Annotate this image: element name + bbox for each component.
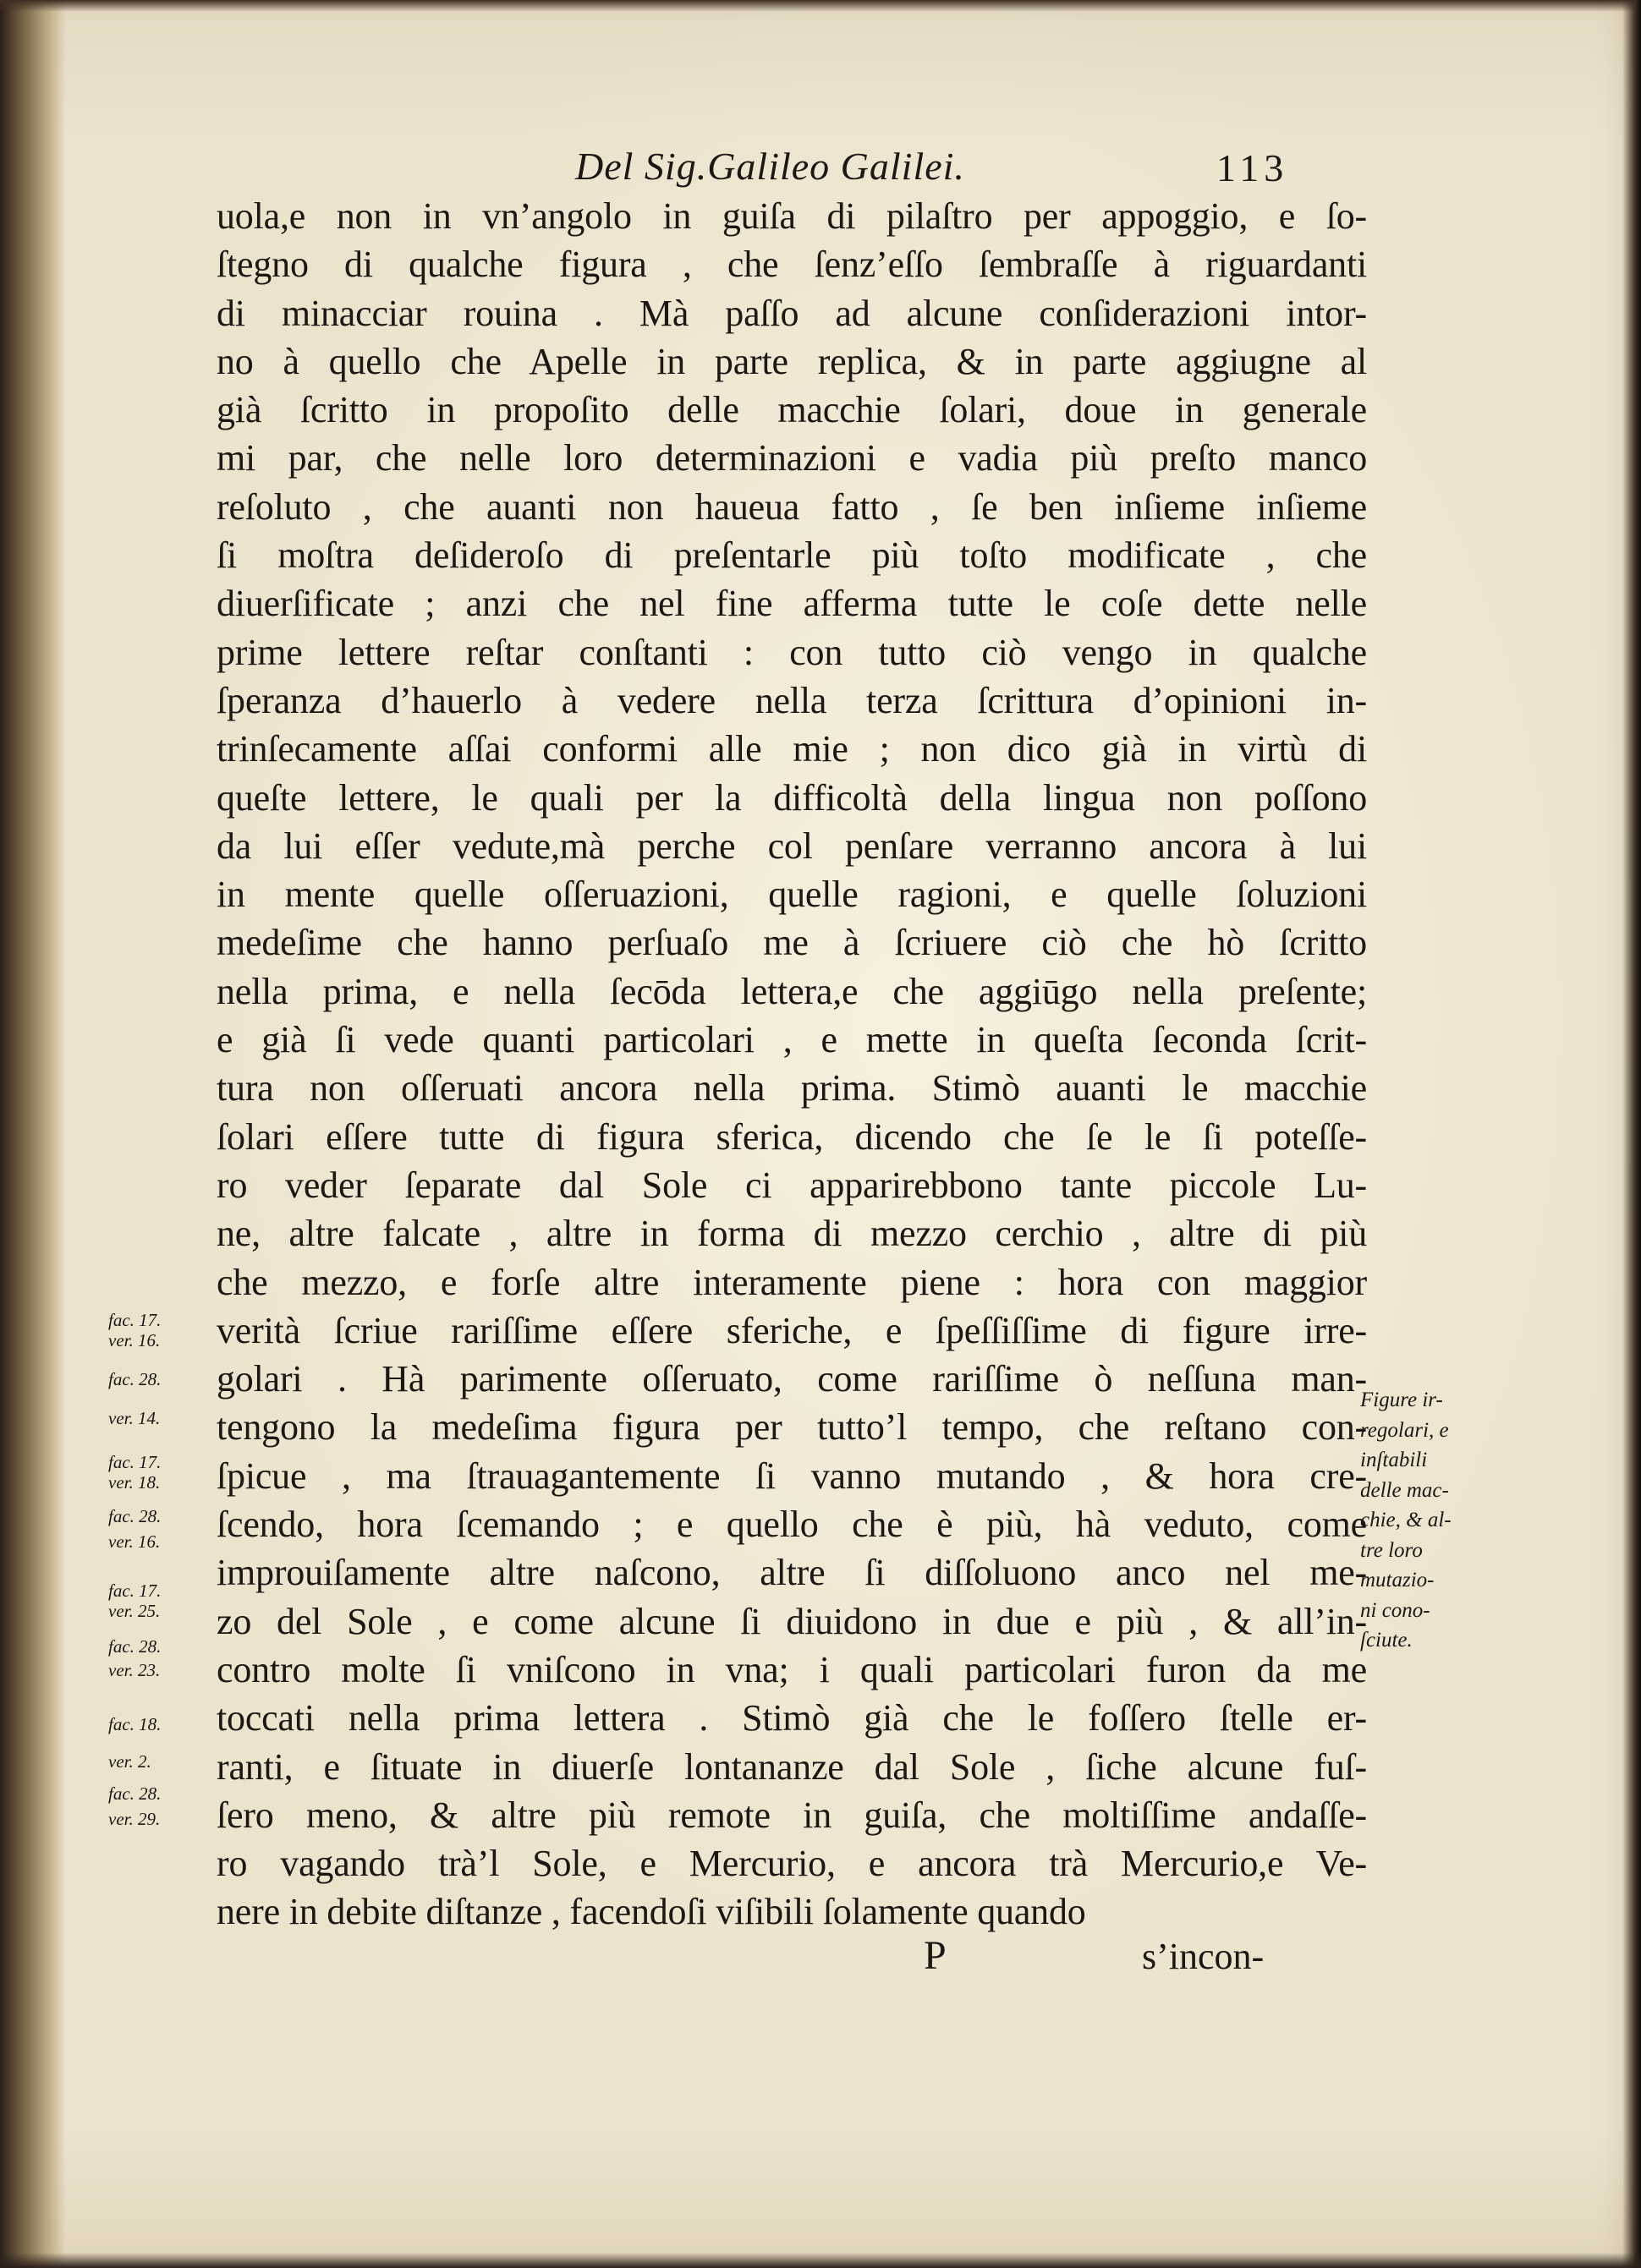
margin-note-line: tre loro — [1360, 1538, 1423, 1562]
text-line: diuerſificate ; anzi che nel fine afferma tutte le coſe dette nelle — [217, 583, 1367, 625]
margin-ref: ver. 25. — [108, 1601, 161, 1621]
margin-ref: fac. 28. — [108, 1506, 162, 1526]
text-line: nere in debite diſtanze , facendoſi viſibili ſolamente quando — [217, 1891, 1086, 1933]
margin-ref: ver. 29. — [108, 1809, 161, 1829]
margin-ref: fac. 28. — [108, 1636, 162, 1657]
text-line: no à quello che Apelle in parte replica, & in parte aggiugne al — [217, 340, 1367, 382]
margin-note-line: Figure ir- — [1360, 1389, 1443, 1411]
text-line: nella prima, e nella ſecōda lettera,e che aggiūgo nella preſente; — [217, 970, 1367, 1012]
text-line: da lui eſſer vedute,mà perche col penſare verranno ancora à lui — [217, 824, 1367, 867]
text-line: trinſecamente aſſai conformi alle mie ; non dico già in virtù di — [217, 728, 1367, 770]
margin-note-line: mutazio- — [1360, 1569, 1435, 1591]
margin-ref: ver. 14. — [108, 1408, 161, 1428]
text-line: prime lettere reſtar conſtanti : con tutto ciò vengo in qualche — [217, 631, 1367, 673]
margin-ref: ver. 16. — [108, 1330, 161, 1350]
text-line: ro veder ſeparate dal Sole ci apparirebbono tante piccole Lu- — [217, 1164, 1367, 1206]
text-line: zo del Sole , e come alcune ſi diuidono in due e più , & all’in- — [217, 1600, 1367, 1642]
right-margin-note — [1360, 1385, 1487, 1656]
margin-note-line: delle mac- — [1360, 1478, 1449, 1502]
text-line: reſoluto , che auanti non haueua fatto , ſe ben inſieme inſieme — [217, 485, 1367, 528]
margin-ref: fac. 28. — [108, 1783, 162, 1804]
margin-ref: fac. 17. — [108, 1580, 162, 1601]
text-line: ſi moſtra deſideroſo di preſentarle più toſto modificate , che — [217, 534, 1367, 577]
text-line: uola,e non in vn’angolo in guiſa di pilaſtro per appoggio, e ſo- — [217, 195, 1367, 237]
text-line: improuiſamente altre naſcono, altre ſi diſſoluono anco nel me- — [217, 1552, 1367, 1594]
text-line: toccati nella prima lettera . Stimò già che le foſſero ſtelle er- — [217, 1697, 1367, 1739]
margin-note-line: inſtabili — [1360, 1449, 1428, 1471]
margin-ref: fac. 17. — [108, 1310, 162, 1330]
text-line: in mente quelle oſſeruazioni, quelle ragioni, e quelle ſoluzioni — [217, 874, 1367, 916]
text-line: golari . Hà parimente oſſeruato, come rariſſime ò neſſuna man- — [217, 1358, 1367, 1400]
text-line: di minacciar rouina . Mà paſſo ad alcune conſiderazioni intor- — [217, 292, 1367, 334]
text-line: contro molte ſi vniſcono in vna; i quali particolari furon da me — [217, 1648, 1367, 1690]
page-right-edge — [1622, 0, 1641, 2268]
margin-ref: fac. 18. — [108, 1714, 162, 1734]
margin-ref: ver. 16. — [108, 1531, 161, 1552]
catchword: s’incon- — [1142, 1936, 1265, 1977]
body-text — [217, 192, 1367, 1937]
running-head: Del Sig.Galileo Galilei. — [575, 145, 965, 188]
text-line: ro vagando trà’l Sole, e Mercurio, e ancora trà Mercurio,e Ve- — [217, 1843, 1367, 1885]
margin-ref: ver. 18. — [108, 1472, 161, 1493]
text-line: tengono la medeſima figura per tutto’l tempo, che reſtano con- — [217, 1406, 1367, 1449]
margin-note-line: ſciute. — [1360, 1629, 1413, 1652]
text-line: che mezzo, e forſe altre interamente piene : hora con maggior — [217, 1261, 1367, 1303]
page-number: 113 — [1216, 146, 1289, 189]
text-line: già ſcritto in propoſito delle macchie ſolari, doue in generale — [217, 389, 1367, 431]
margin-ref: fac. 28. — [108, 1369, 162, 1389]
text-line: ſolari eſſere tutte di figura sferica, dicendo che ſe le ſi poteſſe- — [217, 1115, 1367, 1158]
page-top-edge — [0, 0, 1641, 12]
text-line: queſte lettere, le quali per la difficoltà della lingua non poſſono — [217, 776, 1367, 819]
page-bottom-edge — [0, 2253, 1641, 2268]
margin-note-line: ni cono- — [1360, 1598, 1430, 1622]
margin-note-line: chie, & al- — [1360, 1509, 1452, 1531]
text-line: ranti, e ſituate in diuerſe lontananze dal Sole , ſiche alcune fuſ- — [217, 1745, 1367, 1788]
margin-ref: ver. 2. — [108, 1751, 151, 1772]
text-line: tura non oſſeruati ancora nella prima. Stimò auanti le macchie — [217, 1067, 1367, 1109]
text-line: medeſime che hanno perſuaſo me à ſcriuere ciò che hò ſcritto — [217, 922, 1367, 964]
text-line: mi par, che nelle loro determinazioni e vadia più preſto manco — [217, 437, 1367, 479]
text-line: ſperanza d’hauerlo à vedere nella terza ſcrittura d’opinioni in- — [217, 679, 1367, 721]
margin-ref: fac. 17. — [108, 1452, 162, 1472]
margin-ref: ver. 23. — [108, 1660, 161, 1680]
text-line: verità ſcriue rariſſime eſſere sferiche, e ſpeſſiſſime di figure irre- — [217, 1309, 1367, 1351]
text-line: ſpicue , ma ſtrauagantemente ſi vanno mutando , & hora cre- — [217, 1454, 1367, 1497]
text-line: e già ſi vede quanti particolari , e mette in queſta ſeconda ſcrit- — [217, 1019, 1367, 1061]
text-line: ſcendo, hora ſcemando ; e quello che è più, hà veduto, come — [217, 1504, 1367, 1546]
text-line: ſtegno di qualche figura , che ſenz’eſſo ſembraſſe à riguardanti — [217, 244, 1367, 286]
binding-gutter — [0, 0, 66, 2268]
signature-mark: P — [924, 1933, 947, 1978]
margin-note-line: regolari, e — [1360, 1418, 1449, 1442]
text-line: ſero meno, & altre più remote in guiſa, che moltiſſime andaſſe- — [217, 1794, 1367, 1836]
text-line: ne, altre falcate , altre in forma di mezzo cerchio , altre di più — [217, 1213, 1367, 1255]
